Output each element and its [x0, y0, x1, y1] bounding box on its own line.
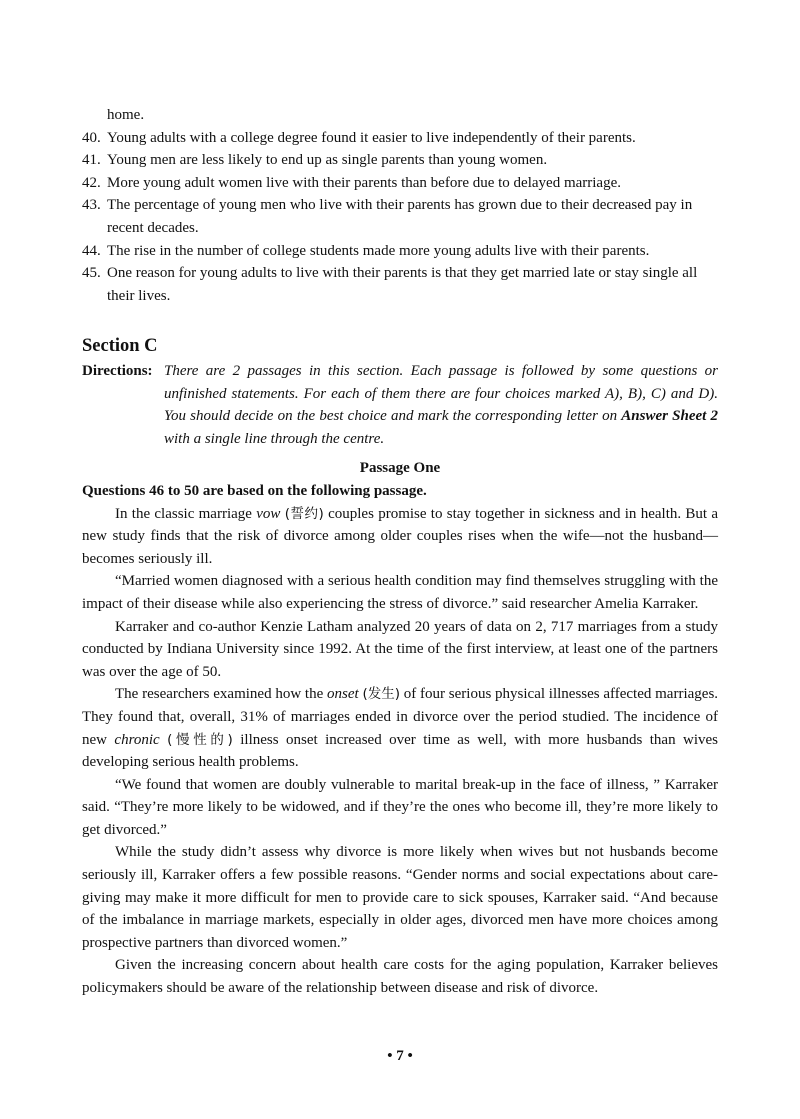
questions-heading: Questions 46 to 50 are based on the following passage.: [82, 482, 427, 499]
chinese-gloss: (发生): [362, 686, 401, 703]
directions-label: Directions:: [82, 363, 153, 379]
passage-paragraph: Karraker and co-author Kenzie Latham analyzed 20 years of data on 2, 717 marriages from a study conducted by Indiana University since 1992. At the time of the first interview, at least one of the partners was over the age of 50.: [82, 618, 718, 680]
passage-paragraph: “Married women diagnosed with a serious health condition may find themselves struggling with the impact of their disease while also experiencing the stress of divorce.” said researcher Amelia Karraker.: [82, 573, 718, 612]
glossed-word: onset: [327, 686, 359, 703]
answer-sheet-ref: Answer Sheet 2: [621, 408, 719, 425]
question-item: 40. Young adults with a college degree found it easier to live independently of their parents.: [82, 129, 636, 146]
question-item: home.: [107, 107, 145, 123]
directions-text: There are 2 passages in this section. Each passage is followed by some questions or unfinished statements. For each of them there are four choices marked A), B), C) and D). You should decide on the best choice and mark the corresponding letter on Answer Sheet 2 with a single line through the centre.: [164, 363, 719, 447]
passage-paragraph: The researchers examined how the onset (发生) of four serious physical illnesses affected marriages. They found that, overall, 31% of marriages ended in divorce over the period studied. The incidence of new chronic (慢性的) illness onset increased over time as well, with more husbands than wives developing serious health problems.: [82, 686, 719, 771]
question-item: 43. The percentage of young men who live with their parents has grown due to their decreased pay in recent decades.: [82, 197, 693, 236]
section-c: [82, 333, 718, 1000]
passage-title: Passage One: [359, 460, 441, 477]
page-number: • 7 •: [387, 1048, 413, 1064]
section-title: Section C: [82, 336, 158, 356]
question-item: 44. The rise in the number of college students made more young adults live with their parents.: [82, 242, 650, 259]
glossed-word: vow: [256, 505, 281, 522]
question-item: 45. One reason for young adults to live with their parents is that they get married late or stay single all their lives.: [82, 265, 698, 304]
question-list: [82, 104, 718, 307]
question-item: 42. More young adult women live with their parents than before due to delayed marriage.: [82, 174, 621, 191]
passage-paragraph: Given the increasing concern about health care costs for the aging population, Karraker believes policymakers should be aware of the relationship between disease and risk of divorce.: [82, 957, 718, 997]
passage-paragraph: “We found that women are doubly vulnerable to marital break-up in the face of illness, ” Karraker said. “They’re more likely to be widowed, and if they’re the ones who become ill, they’re more likely to get divorced.”: [82, 776, 718, 838]
chinese-gloss: (慢性的): [167, 731, 233, 748]
passage-paragraph: In the classic marriage vow (誓约) couples promise to stay together in sickness and in health. But a new study finds that the risk of divorce among older couples rises when the wife—not the husband—becomes seriously ill.: [82, 505, 719, 567]
passage-paragraph: While the study didn’t assess why divorce is more likely when wives but not husbands become seriously ill, Karraker offers a few possible reasons. “Gender norms and social expectations about care-giving may make it more difficult for men to provide care to sick spouses, Karraker said. “And because of the imbalance in marriage markets, especially in older ages, divorced men have more choices among prospective partners than divorced women.”: [82, 844, 718, 951]
chinese-gloss: (誓约): [284, 505, 324, 522]
directions: [82, 360, 718, 450]
glossed-word: chronic: [114, 731, 160, 748]
question-item: 41. Young men are less likely to end up as single parents than young women.: [82, 152, 548, 169]
